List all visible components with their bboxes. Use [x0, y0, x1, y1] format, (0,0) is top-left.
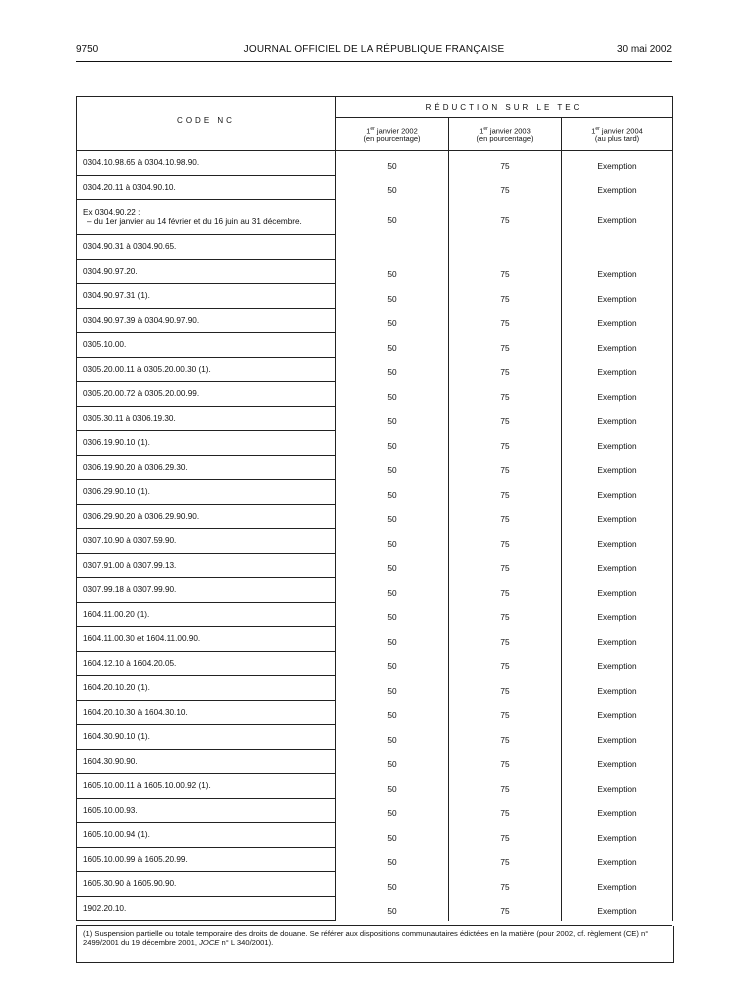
footnote: (1) Suspension partielle ou totale temporaire des droits de douane. Se référer aux dispositions communautaires édictées en la matière (pour 2002, cf. règlement (CE) n° 2499/2001 du 19 décembre 2001, JOCE n° L 340/2001).: [76, 926, 674, 963]
code-text: 0305.10.00.: [83, 340, 127, 350]
code-cell: [77, 284, 336, 309]
value-2004: Exemption: [562, 406, 673, 431]
code-text: 0304.90.31 à 0304.90.65.: [83, 242, 177, 252]
value-2004: Exemption: [562, 480, 673, 505]
value-2004: Exemption: [562, 749, 673, 774]
value-2002: [336, 235, 449, 260]
value-2002: 50: [336, 872, 449, 897]
table-row: [77, 308, 673, 333]
code-text: 1605.10.00.99 à 1605.20.99.: [83, 854, 188, 864]
value-2004: Exemption: [562, 455, 673, 480]
value-2003: 75: [449, 200, 562, 235]
col-2004-header: 1er janvier 2004 (au plus tard): [562, 118, 673, 151]
value-2003: 75: [449, 357, 562, 382]
value-2004: Exemption: [562, 431, 673, 456]
value-2003: 75: [449, 151, 562, 176]
value-2003: 75: [449, 308, 562, 333]
value-2002: 50: [336, 357, 449, 382]
value-2003: 75: [449, 504, 562, 529]
journal-title: JOURNAL OFFICIEL DE LA RÉPUBLIQUE FRANÇAISE: [243, 44, 505, 55]
code-cell: [77, 602, 336, 627]
value-2003: 75: [449, 480, 562, 505]
value-2002: 50: [336, 823, 449, 848]
value-2004: [562, 235, 673, 260]
code-text: 1902.20.10.: [83, 903, 127, 913]
value-2003: 75: [449, 175, 562, 200]
table-row: [77, 847, 673, 872]
code-text: Ex 0304.90.22 :: [83, 208, 141, 217]
value-2002: 50: [336, 798, 449, 823]
code-cell: [77, 578, 336, 603]
value-2004: Exemption: [562, 627, 673, 652]
code-text: 1604.30.90.90.: [83, 756, 138, 766]
value-2004: Exemption: [562, 200, 673, 235]
code-cell: [77, 896, 336, 921]
code-cell: [77, 529, 336, 554]
value-2002: 50: [336, 847, 449, 872]
value-2002: 50: [336, 651, 449, 676]
table-row: [77, 504, 673, 529]
value-2003: 75: [449, 798, 562, 823]
code-text: 1604.30.90.10 (1).: [83, 732, 150, 742]
tariff-table: [76, 96, 673, 921]
value-2004: Exemption: [562, 676, 673, 701]
value-2004: Exemption: [562, 602, 673, 627]
code-cell: [77, 175, 336, 200]
value-2003: [449, 235, 562, 260]
value-2003: 75: [449, 774, 562, 799]
code-cell: [77, 235, 336, 260]
value-2002: 50: [336, 504, 449, 529]
value-2004: Exemption: [562, 357, 673, 382]
value-2004: Exemption: [562, 872, 673, 897]
code-text: 0306.29.90.10 (1).: [83, 487, 150, 497]
code-cell: [77, 308, 336, 333]
value-2002: 50: [336, 455, 449, 480]
code-cell: [77, 823, 336, 848]
value-2004: Exemption: [562, 578, 673, 603]
value-2004: Exemption: [562, 382, 673, 407]
code-cell: [77, 774, 336, 799]
code-cell: [77, 676, 336, 701]
code-cell: [77, 651, 336, 676]
value-2002: 50: [336, 578, 449, 603]
table-row: [77, 480, 673, 505]
code-text: 1604.20.10.30 à 1604.30.10.: [83, 707, 188, 717]
code-text: 0306.19.90.20 à 0306.29.30.: [83, 462, 188, 472]
code-cell: [77, 553, 336, 578]
value-2003: 75: [449, 529, 562, 554]
value-2002: 50: [336, 406, 449, 431]
code-cell: [77, 357, 336, 382]
value-2004: Exemption: [562, 529, 673, 554]
code-text: 1605.10.00.11 à 1605.10.00.92 (1).: [83, 781, 211, 791]
code-cell: [77, 627, 336, 652]
table-row: [77, 578, 673, 603]
value-2003: 75: [449, 872, 562, 897]
value-2003: 75: [449, 455, 562, 480]
reduction-header: RÉDUCTION SUR LE TEC: [336, 97, 673, 118]
code-text: 0306.29.90.20 à 0306.29.90.90.: [83, 511, 200, 521]
value-2003: 75: [449, 431, 562, 456]
value-2003: 75: [449, 627, 562, 652]
value-2002: 50: [336, 725, 449, 750]
code-cell: [77, 431, 336, 456]
code-cell: [77, 504, 336, 529]
table-row: [77, 749, 673, 774]
table-row: [77, 333, 673, 358]
code-cell: [77, 200, 336, 235]
value-2003: 75: [449, 725, 562, 750]
value-2004: Exemption: [562, 847, 673, 872]
page-header: [76, 44, 672, 60]
table-row: [77, 553, 673, 578]
value-2003: 75: [449, 259, 562, 284]
value-2004: Exemption: [562, 774, 673, 799]
table-row: [77, 798, 673, 823]
value-2003: 75: [449, 651, 562, 676]
value-2003: 75: [449, 602, 562, 627]
value-2002: 50: [336, 627, 449, 652]
code-text: 1604.12.10 à 1604.20.05.: [83, 658, 177, 668]
value-2004: Exemption: [562, 259, 673, 284]
value-2002: 50: [336, 529, 449, 554]
publication-date: 30 mai 2002: [616, 44, 672, 55]
code-nc-header: CODE NC: [77, 97, 336, 151]
table-row: [77, 259, 673, 284]
code-text: 0307.91.00 à 0307.99.13.: [83, 560, 177, 570]
table-row: [77, 382, 673, 407]
table-row: [77, 529, 673, 554]
value-2002: 50: [336, 553, 449, 578]
value-2003: 75: [449, 333, 562, 358]
code-text: 0306.19.90.10 (1).: [83, 438, 150, 448]
code-text: 0304.10.98.65 à 0304.10.98.90.: [83, 158, 200, 168]
table-row: [77, 774, 673, 799]
table-row: [77, 700, 673, 725]
table-row: [77, 651, 673, 676]
value-2002: 50: [336, 308, 449, 333]
code-cell: [77, 872, 336, 897]
table-row: [77, 676, 673, 701]
table-row: [77, 725, 673, 750]
value-2003: 75: [449, 578, 562, 603]
value-2002: 50: [336, 175, 449, 200]
value-2004: Exemption: [562, 700, 673, 725]
code-text: 1604.20.10.20 (1).: [83, 683, 150, 693]
table-row: [77, 235, 673, 260]
value-2003: 75: [449, 382, 562, 407]
value-2003: 75: [449, 823, 562, 848]
table-row: [77, 151, 673, 176]
table-row: [77, 896, 673, 921]
code-cell: [77, 382, 336, 407]
table-row: [77, 627, 673, 652]
code-cell: [77, 847, 336, 872]
code-cell: [77, 700, 336, 725]
table-row: [77, 357, 673, 382]
code-text: 1605.10.00.94 (1).: [83, 830, 150, 840]
code-cell: [77, 725, 336, 750]
value-2003: 75: [449, 406, 562, 431]
value-2002: 50: [336, 700, 449, 725]
value-2003: 75: [449, 553, 562, 578]
code-cell: [77, 480, 336, 505]
value-2004: Exemption: [562, 151, 673, 176]
value-2004: Exemption: [562, 725, 673, 750]
code-cell: [77, 406, 336, 431]
table-row: [77, 406, 673, 431]
value-2004: Exemption: [562, 651, 673, 676]
table-row: [77, 455, 673, 480]
code-cell: [77, 259, 336, 284]
code-text: 1605.30.90 à 1605.90.90.: [83, 879, 177, 889]
value-2004: Exemption: [562, 504, 673, 529]
value-2004: Exemption: [562, 798, 673, 823]
value-2002: 50: [336, 749, 449, 774]
value-2003: 75: [449, 847, 562, 872]
table-row: [77, 602, 673, 627]
value-2002: 50: [336, 480, 449, 505]
value-2002: 50: [336, 676, 449, 701]
value-2003: 75: [449, 676, 562, 701]
col-2002-header: 1er janvier 2002 (en pourcentage): [336, 118, 449, 151]
value-2004: Exemption: [562, 896, 673, 921]
value-2002: 50: [336, 151, 449, 176]
code-text: 0305.30.11 à 0306.19.30.: [83, 413, 176, 423]
value-2004: Exemption: [562, 308, 673, 333]
value-2002: 50: [336, 200, 449, 235]
table-row: [77, 284, 673, 309]
table-row: [77, 872, 673, 897]
value-2002: 50: [336, 284, 449, 309]
value-2002: 50: [336, 431, 449, 456]
value-2003: 75: [449, 700, 562, 725]
value-2002: 50: [336, 774, 449, 799]
value-2002: 50: [336, 333, 449, 358]
value-2002: 50: [336, 602, 449, 627]
value-2002: 50: [336, 896, 449, 921]
code-text: 0305.20.00.72 à 0305.20.00.99.: [83, 389, 200, 399]
value-2002: 50: [336, 382, 449, 407]
code-text: 0305.20.00.11 à 0305.20.00.30 (1).: [83, 364, 211, 374]
value-2002: 50: [336, 259, 449, 284]
code-cell: [77, 333, 336, 358]
code-cell: [77, 151, 336, 176]
code-text: 0304.90.97.20.: [83, 266, 138, 276]
code-cell: [77, 749, 336, 774]
code-subtext: – du 1er janvier au 14 février et du 16 juin au 31 décembre.: [87, 217, 302, 226]
col-2003-header: 1er janvier 2003 (en pourcentage): [449, 118, 562, 151]
value-2004: Exemption: [562, 553, 673, 578]
code-text: 1605.10.00.93.: [83, 805, 138, 815]
value-2004: Exemption: [562, 333, 673, 358]
value-2004: Exemption: [562, 175, 673, 200]
value-2003: 75: [449, 284, 562, 309]
code-text: 1604.11.00.20 (1).: [83, 609, 150, 619]
page-number: 9750: [76, 44, 99, 55]
code-text: 0304.20.11 à 0304.90.10.: [83, 182, 176, 192]
value-2004: Exemption: [562, 823, 673, 848]
code-text: 0304.90.97.31 (1).: [83, 291, 150, 301]
code-text: 1604.11.00.30 et 1604.11.00.90.: [83, 634, 201, 644]
table-row: [77, 175, 673, 200]
table-row: [77, 823, 673, 848]
header-rule: [76, 61, 672, 62]
table-row: [77, 200, 673, 235]
table-row: [77, 431, 673, 456]
value-2004: Exemption: [562, 284, 673, 309]
value-2003: 75: [449, 896, 562, 921]
value-2003: 75: [449, 749, 562, 774]
code-cell: [77, 455, 336, 480]
code-text: 0304.90.97.39 à 0304.90.97.90.: [83, 315, 200, 325]
code-cell: [77, 798, 336, 823]
code-text: 0307.10.90 à 0307.59.90.: [83, 536, 177, 546]
code-text: 0307.99.18 à 0307.99.90.: [83, 585, 177, 595]
